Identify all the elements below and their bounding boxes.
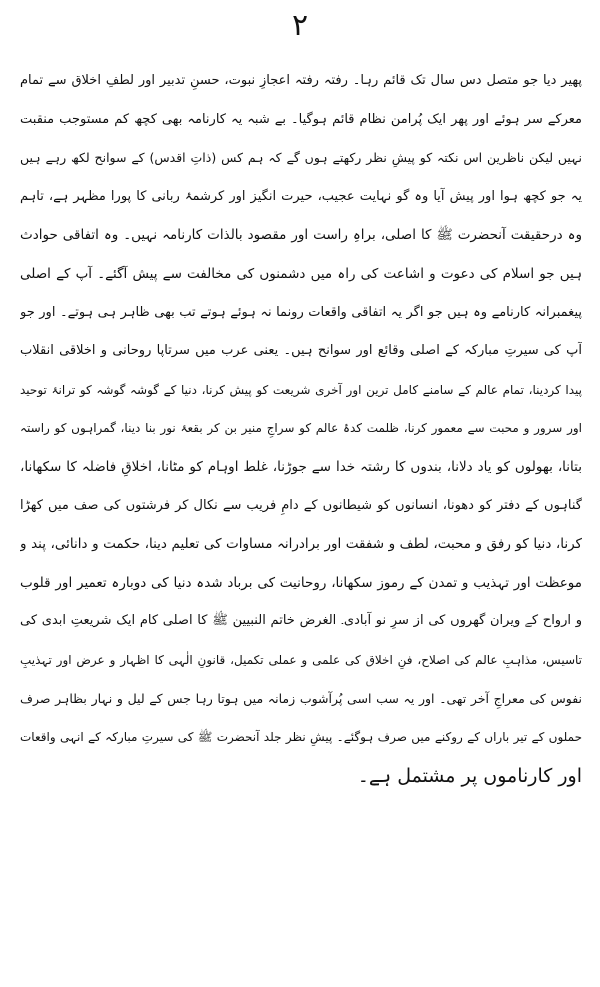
- text-line: اور سرور و محبت سے معمور کرنا، ظلمت کدۂ عالم کو سراجِ منیر بن کر بقعۂ نور بنا دینا، گمراہوں کو راستہ: [20, 421, 582, 436]
- text-line: پھیر دیا جو متصل دس سال تک قائم رہا۔ رفتہ رفتہ اعجازِ نبوت، حسنِ تدبیر اور لطفِ اخلاق سے تمام: [20, 73, 582, 88]
- text-line: پیغمبرانہ کارنامے وہ ہیں جو اگر یہ اتفاقی واقعات رونما نہ ہوئے ہوتے تب بھی ظاہر ہی ہوتے۔ اور جو: [20, 304, 582, 320]
- text-line: نفوس کی معراجِ آخر تھی۔ اور یہ سب اسی پُرآشوب زمانہ میں ہوتا رہا جس کے لیل و نہار بظاہر صرف: [20, 690, 582, 706]
- text-line: یہ جو کچھ ہوا اور پیش آیا وہ گو نہایت عجیب، حیرت انگیز اور کرشمۂ ربانی کا پورا مظہر ہے، تاہم: [20, 188, 582, 204]
- body-paragraph: [20, 62, 582, 795]
- text-line: آپ کی سیرتِ مبارکہ کے اصلی وقائع اور سوانح ہیں۔ یعنی عرب میں سرتاپا روحانی و اخلاقی انقلاب: [20, 343, 582, 359]
- text-line: گناہوں کے دفتر کو دھونا، انسانوں کو شیطانوں کے دامِ فریب سے نکال کر فرشتوں کی صف میں کھڑا: [20, 497, 582, 513]
- text-line: اور کارناموں پر مشتمل ہے۔: [357, 764, 582, 787]
- text-line: ہیں جو اسلام کی دعوت و اشاعت کی راہ میں دشمنوں کی مخالفت سے پیش آگئے۔ آپ کے اصلی: [20, 265, 582, 282]
- text-line: پیدا کردینا، تمام عالم کے سامنے کامل ترین اور آخری شریعت کو پیش کرنا، دنیا کے گوشہ گوشہ کو ترانۂ توحید: [20, 382, 582, 397]
- text-line: تاسیس، مذاہبِ عالم کی اصلاح، فنِ اخلاق کی علمی و عملی تکمیل، قانونِ الٰہی کا اظہار و عرض اور تہذیبِ: [20, 652, 582, 667]
- text-line: حملوں کے تیر باراں کے روکنے میں صرف ہوگئے۔ پیشِ نظر جلد آنحضرت ﷺ کی سیرتِ مبارکہ کے انہی واقعات: [20, 730, 582, 745]
- text-line: موعظت اور تہذیب و تمدن کے رموز سکھانا، روحانیت کی برباد شدہ دنیا کی دوبارہ تعمیر اور قلوب: [20, 574, 582, 591]
- text-line: وہ درحقیقت آنحضرت ﷺ کا اصلی، براہِ راست اور مقصود بالذات کارنامہ نہیں۔ وہ اتفاقی حوادث: [20, 227, 582, 244]
- text-line: نہیں لیکن ناظرین اس نکتہ کو پیشِ نظر رکھتے ہوں گے کہ ہم کس (ذاتِ اقدس) کے سوانح لکھ رہے ہیں: [20, 150, 582, 166]
- text-line: بتانا، بھولوں کو یاد دلانا، بندوں کا رشتہ خدا سے جوڑنا، غلط اوہام کو مٹانا، اخلاقِ فاضلہ کا سکھانا،: [20, 458, 582, 475]
- text-line: و ارواح کے ویران گھروں کی از سرِ نو آبادی۔ الغرض خاتم النبیین ﷺ کا اصلی کام ایک شریعتِ ابدی کی: [20, 613, 582, 629]
- page-number: ۲: [291, 8, 309, 43]
- text-line: کرنا، دنیا کو رفق و محبت، لطف و شفقت اور برادرانہ مساوات کی تعلیم دینا، حکمت و دانائی، پند و: [20, 536, 582, 553]
- text-line: معرکے سر ہوئے اور پھر ایک پُرامن نظام قائم ہوگیا۔ بے شبہ یہ کارنامہ بھی کچھ کم مستوجب منقبت: [20, 111, 582, 127]
